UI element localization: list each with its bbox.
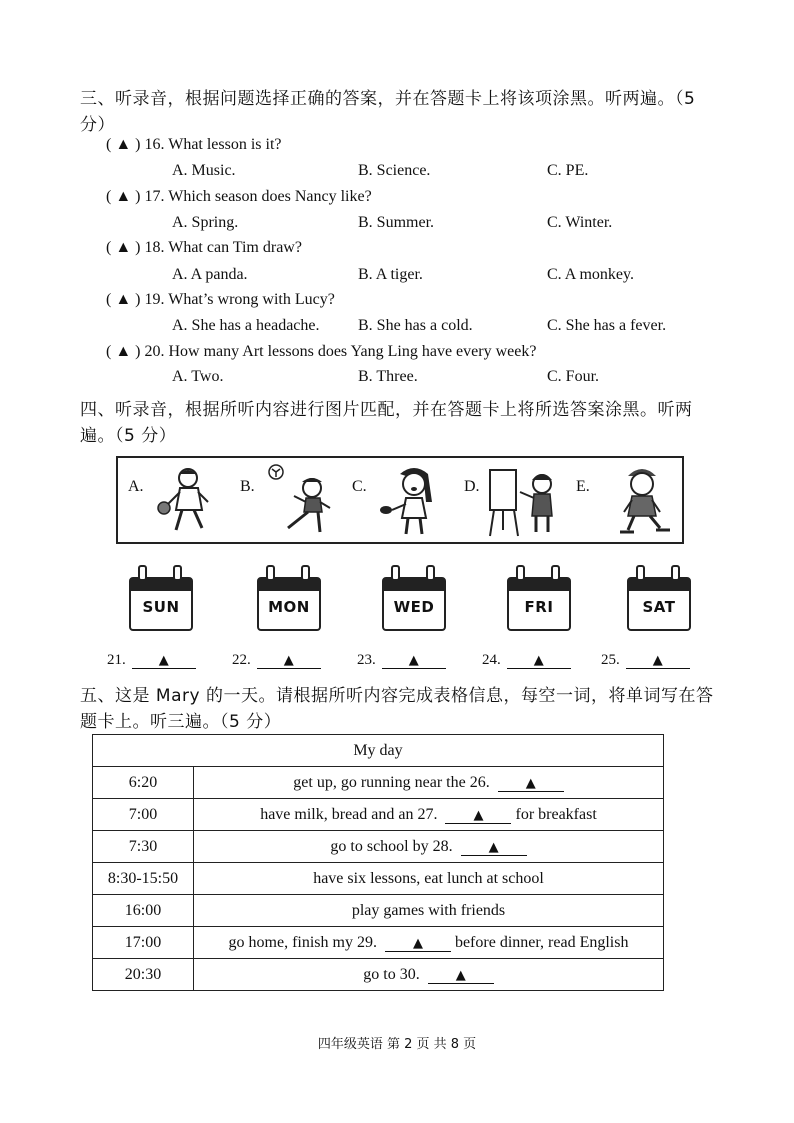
answer-blank-28: ▲ — [461, 840, 527, 856]
activity-cell: go to school by 28. ▲ — [194, 831, 664, 863]
calendar-sun-icon — [129, 571, 193, 629]
option-b: B. She has a cold. — [358, 317, 473, 334]
time-cell: 17:00 — [93, 927, 194, 959]
table-row — [93, 831, 664, 863]
picture-letter: C. — [352, 478, 367, 495]
skater-icon — [598, 464, 676, 540]
time-cell: 6:20 — [93, 767, 194, 799]
option-c: C. Four. — [547, 368, 600, 385]
option-a: A. Spring. — [172, 214, 239, 231]
picture-d — [460, 464, 564, 540]
answer-blank-26: ▲ — [498, 776, 564, 792]
option-a: A. She has a headache. — [172, 317, 320, 334]
answer-blank-29: ▲ — [385, 936, 451, 952]
calendar-fri-icon — [507, 571, 571, 629]
picture-e — [572, 464, 676, 540]
calendar-day: FRI — [524, 598, 554, 616]
option-c: C. PE. — [547, 162, 589, 179]
question-text: 18. What can Tim draw? — [144, 239, 302, 256]
answer-blank-23: 23. ▲ — [357, 652, 446, 669]
question-20 — [106, 343, 536, 361]
picture-c — [348, 464, 452, 540]
picture-strip — [116, 456, 684, 544]
calendar-day: MON — [268, 598, 310, 616]
question-18 — [106, 239, 302, 257]
activity-cell: go home, finish my 29. ▲ before dinner, read English — [194, 927, 664, 959]
activity-cell: get up, go running near the 26. ▲ — [194, 767, 664, 799]
activity-cell: go to 30. ▲ — [194, 959, 664, 991]
question-text: 16. What lesson is it? — [144, 136, 282, 153]
calendar-day: SUN — [142, 598, 180, 616]
time-cell: 8:30-15:50 — [93, 863, 194, 895]
calendar-day: SAT — [642, 598, 676, 616]
answer-marker: ( ▲ ) — [106, 291, 141, 308]
section5-title: 五、这是 Mary 的一天。请根据所听内容完成表格信息，每空一词，将单词写在答题卡上。听三遍。（5 分） — [80, 686, 714, 732]
table-tennis-player-icon — [374, 464, 452, 540]
table-row — [93, 799, 664, 831]
question-17 — [106, 188, 372, 206]
table-header-row — [93, 735, 664, 767]
answer-blank-22: 22. ▲ — [232, 652, 321, 669]
picture-b — [236, 464, 340, 540]
option-b: B. Three. — [358, 368, 418, 385]
activity-cell: have milk, bread and an 27. ▲ for breakfast — [194, 799, 664, 831]
option-c: C. She has a fever. — [547, 317, 667, 334]
answer-blank-25: 25. ▲ — [601, 652, 690, 669]
option-b: B. Summer. — [358, 214, 435, 231]
time-cell: 16:00 — [93, 895, 194, 927]
picture-a — [124, 464, 228, 540]
answer-marker: ( ▲ ) — [106, 343, 141, 360]
table-row — [93, 927, 664, 959]
picture-letter: B. — [240, 478, 255, 495]
table-row — [93, 863, 664, 895]
table-row — [93, 895, 664, 927]
answer-marker: ( ▲ ) — [106, 239, 141, 256]
question-text: 19. What’s wrong with Lucy? — [144, 291, 335, 308]
page-footer: 四年级英语 第 2 页 共 8 页 — [317, 1037, 477, 1052]
activity-cell: play games with friends — [194, 895, 664, 927]
question-16 — [106, 136, 282, 154]
calendar-wed-icon — [382, 571, 446, 629]
picture-letter: A. — [128, 478, 144, 495]
answer-blank-21: 21. ▲ — [107, 652, 196, 669]
question-text: 17. Which season does Nancy like? — [144, 188, 372, 205]
time-cell: 7:30 — [93, 831, 194, 863]
table-title: My day — [93, 735, 664, 767]
table-row — [93, 767, 664, 799]
my-day-table — [92, 734, 664, 991]
question-text: 20. How many Art lessons does Yang Ling have every week? — [144, 343, 537, 360]
option-a: A. A panda. — [172, 266, 248, 283]
option-c: C. Winter. — [547, 214, 613, 231]
option-a: A. Music. — [172, 162, 236, 179]
question-19 — [106, 291, 335, 309]
answer-marker: ( ▲ ) — [106, 136, 141, 153]
football-player-icon — [262, 464, 340, 540]
activity-cell: have six lessons, eat lunch at school — [194, 863, 664, 895]
basketball-player-icon — [150, 464, 228, 540]
calendar-sat-icon — [627, 571, 691, 629]
picture-letter: E. — [576, 478, 590, 495]
option-a: A. Two. — [172, 368, 224, 385]
answer-blank-24: 24. ▲ — [482, 652, 571, 669]
picture-letter: D. — [464, 478, 480, 495]
option-b: B. Science. — [358, 162, 431, 179]
calendar-day: WED — [393, 598, 435, 616]
calendar-mon-icon — [257, 571, 321, 629]
table-row — [93, 959, 664, 991]
option-c: C. A monkey. — [547, 266, 634, 283]
time-cell: 20:30 — [93, 959, 194, 991]
option-b: B. A tiger. — [358, 266, 423, 283]
time-cell: 7:00 — [93, 799, 194, 831]
painting-easel-icon — [486, 464, 564, 540]
answer-blank-30: ▲ — [428, 968, 494, 984]
section3-title: 三、听录音，根据问题选择正确的答案，并在答题卡上将该项涂黑。听两遍。（5 分） — [80, 89, 696, 135]
answer-blank-27: ▲ — [445, 808, 511, 824]
answer-marker: ( ▲ ) — [106, 188, 141, 205]
section4-title: 四、听录音，根据所听内容进行图片匹配，并在答题卡上将所选答案涂黑。听两遍。（5 分） — [80, 400, 693, 446]
